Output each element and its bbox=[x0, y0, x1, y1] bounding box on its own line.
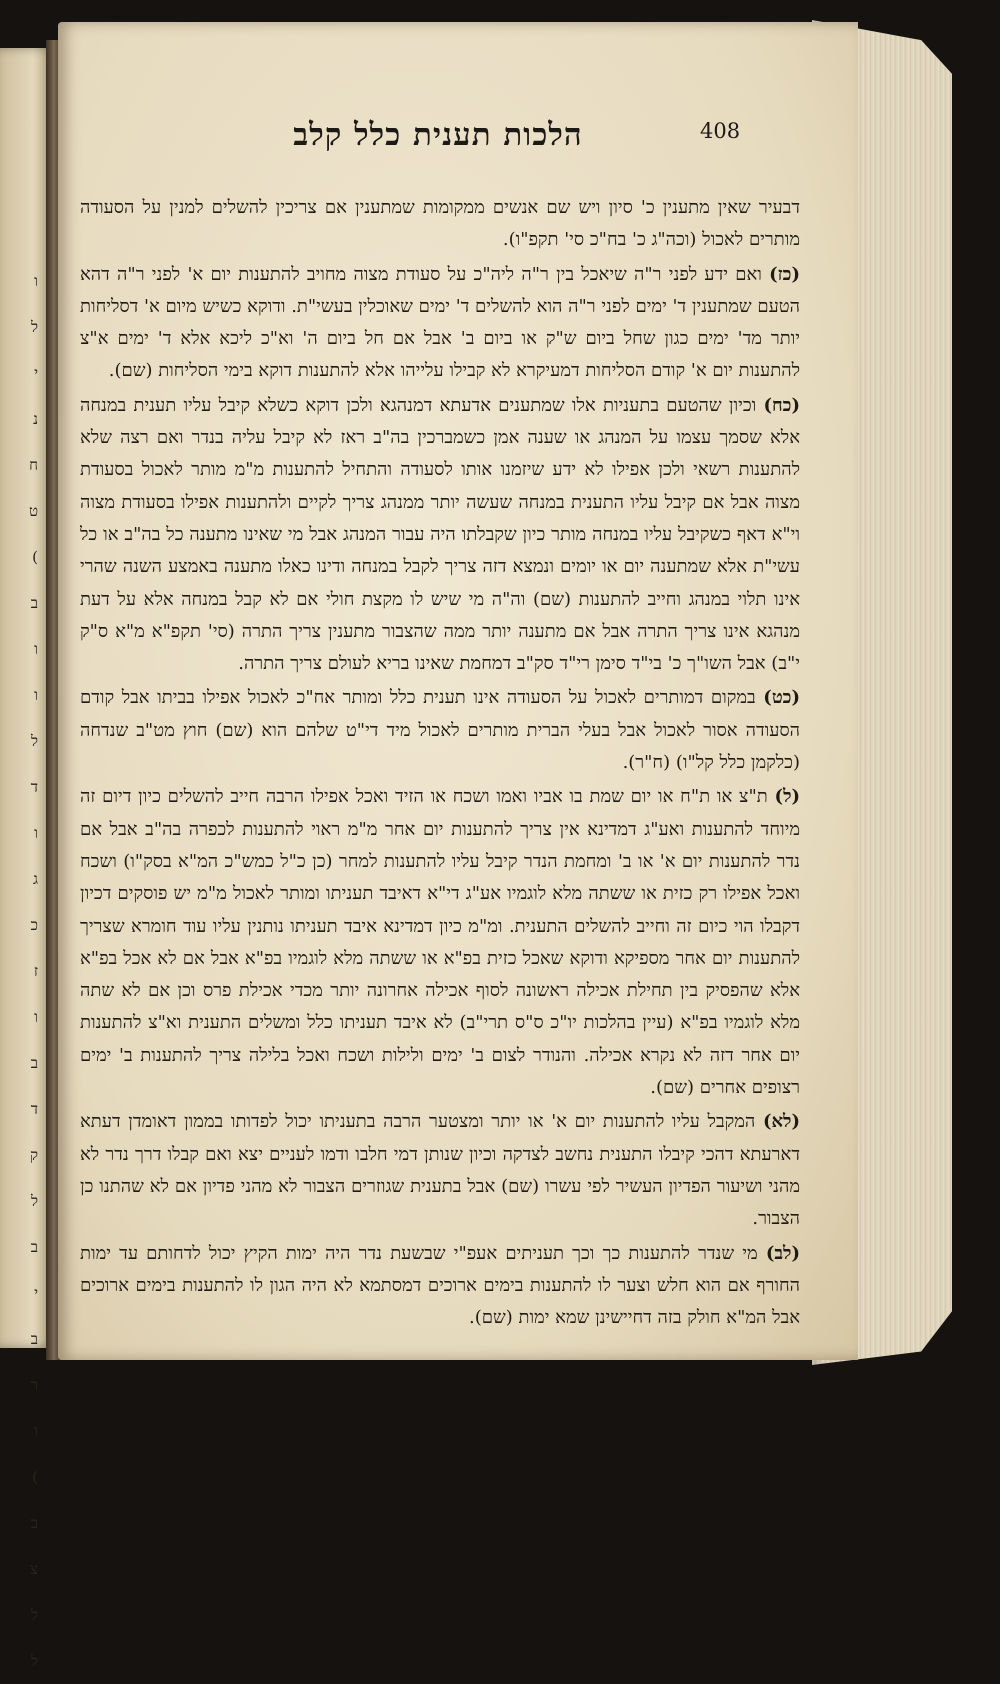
left-page-fragment: ז bbox=[33, 962, 38, 980]
paragraph bbox=[80, 781, 800, 1104]
left-page-fragment: ד bbox=[30, 1100, 38, 1118]
section-number: (לא) bbox=[762, 1111, 800, 1133]
section-number: (לב) bbox=[765, 1242, 800, 1264]
paragraph bbox=[80, 682, 800, 779]
text-body bbox=[80, 192, 800, 1334]
left-page-fragment: י bbox=[34, 1284, 38, 1302]
left-page-fragment: ח bbox=[29, 456, 38, 474]
section-number: (כז) bbox=[769, 263, 800, 285]
paragraph-text: במקום דמותרים לאכול על הסעודה אינו תענית כלל ומותר אח"כ לאכול אפילו בביתו אבל קודם הסעודה אסור לאכול אבל בעלי הברית מותרים לאכול מיד די"ט שלהם הוא (שם) חוץ מט"ב שנדחה (כלקמן כלל קל"ו) (ח"ר). bbox=[80, 687, 800, 774]
section-number: (כח) bbox=[763, 394, 800, 416]
left-page-fragment: ב bbox=[30, 1330, 38, 1348]
left-page-fragment: ו bbox=[34, 640, 38, 658]
paragraph bbox=[80, 1238, 800, 1335]
left-page-fragment: ל bbox=[30, 318, 38, 336]
page-number: 408 bbox=[700, 119, 741, 143]
left-page-fragment: נ bbox=[33, 410, 38, 428]
running-title: הלכות תענית כלל קלב bbox=[293, 117, 583, 153]
left-page-fragment: ( bbox=[32, 548, 38, 566]
paragraph-text: וכיון שהטעם בתעניות אלו שמתענים אדעתא דמנהגא ולכן דוקא כשלא קיבל עליו תענית במנחה אלא שסמך עצמו על המנהג או שענה אמן כשמברכין בה"ב ראז לא קיבל עליה בנדר ואם רצה שלא להתענות רשאי ולכן אפילו לא ידע שיזמנו אותו לסעודה והתחיל להתענות מ"מ מותר לאכול בסעודת מצוה אבל אם קיבל עליו התענית במנחה שעשה יותר ממנהג צריך לקיים ולהתענות אפילו בסעודת מצוה וי"א דאף כשקיבל עליו במנחה מותר כיון שקבלתו היה עבור המנהג אבל מי שאינו מתענה כל בה"ב או כל עשי"ת אלא שמתענה יום או יומים ונמצא דזה צריך לקבל במנחה ודינו כאלו מתענה באמצע השנה שהרי אינו תלוי במנהג וחייב להתענות (שם) וה"ה מי שיש לו מקצת חולי אם לא קבל במנחה אלא על דעת מנהגא אינו צריך התרה אבל אם מתענה יותר ממה שהצבור מתענין צריך התרה (סי' תקפ"א מ"א ס"ק י"ב) אבל השו"ך כ' בי"ד סימן רי"ד סק"ב דמחמת שאינו בריא לעולם צריך התרה. bbox=[80, 394, 800, 675]
left-page-fragment: ו bbox=[34, 686, 38, 704]
paragraph-text: דבעיר שאין מתענין כ' סיון ויש שם אנשים ממקומות שמתענין אם צריכין להשלים למנין על הסעודה מותרים לאכול (וכה"ג כ' בח"כ סי' תקפ"ו). bbox=[80, 197, 800, 251]
page-header bbox=[58, 117, 858, 177]
left-page-fragment: ו bbox=[34, 1008, 38, 1026]
paragraph bbox=[80, 1106, 800, 1235]
left-page-fragment: ל bbox=[30, 732, 38, 750]
left-page-text-fragments bbox=[26, 258, 38, 1684]
left-page-fragment: ל bbox=[30, 1606, 38, 1624]
section-number: (כט) bbox=[763, 687, 800, 709]
paragraph-text: ואם ידע לפני ר"ה שיאכל בין ר"ה ליה"כ על סעודת מצוה מחויב להתענות יום א' לפני ר"ה דהא הטעם שמתענין ד' ימים לפני ר"ה הוא להשלים ד' ימים שאוכלין בעשי"ת. ודוקא כשיש מיום א' דסליחות יותר מד' ימים כגון שחל ביום ש"ק או ביום ב' אבל אם חל ביום ה' וא"כ ליכא אלא ד' ימים א"צ להתענות יום א' קודם הסליחות דמעיקרא לא קבילו עלייהו אלא להתענות דוקא בימי הסליחות (שם). bbox=[80, 263, 800, 382]
left-page-fragment: ג bbox=[33, 870, 38, 888]
left-page-fragment: ד bbox=[30, 778, 38, 796]
left-page-fragment: כ bbox=[30, 916, 38, 934]
left-page-fragment: י bbox=[34, 364, 38, 382]
section-number: (ל) bbox=[774, 786, 800, 808]
paragraph bbox=[80, 259, 800, 388]
left-page-fragment: ב bbox=[30, 1514, 38, 1532]
left-page-fragment: ט bbox=[28, 502, 38, 520]
paragraph bbox=[80, 192, 800, 257]
left-page-fragment: ל bbox=[30, 1192, 38, 1210]
left-page-fragment: ר bbox=[30, 1376, 38, 1394]
left-page-fragment: ו bbox=[34, 272, 38, 290]
left-page-fragment: צ bbox=[30, 1560, 38, 1578]
paragraph bbox=[80, 390, 800, 681]
left-page-fragment: ו bbox=[34, 1422, 38, 1440]
left-page-fragment: ב bbox=[30, 1238, 38, 1256]
left-page-fragment: ב bbox=[30, 594, 38, 612]
paragraph-text: מי שנדר להתענות כך וכך תעניתים אעפ"י שבשעת נדר היה ימות הקיץ יכול לדחותם עד ימות החורף אם הוא חלש וצער לו להתענות בימים ארוכים דמסתמא לא היה הגון לו להתענות בימים ארוכים אבל המ"א חולק בזה דחיישינן שמא ימות (שם). bbox=[80, 1242, 800, 1329]
left-page-fragment: ל bbox=[30, 1652, 38, 1670]
paragraph-text: המקבל עליו להתענות יום א' או יותר ומצטער הרבה בתעניתו יכול לפדותו בממון דאומדן דעתא דארעתא דהכי קיבלו התענית נחשב לצדקה וכיון שנותן דמי חלבו ודמו לעניים יצא ואם קבלו דרך נדר לא מהני ושיעור הפדיון העשיר לפי עשרו (שם) אבל בתענית שגוזרים הצבור לא מהני פדיון אם לא שהתנו כן הצבור. bbox=[80, 1111, 800, 1230]
left-page-fragment: ק bbox=[29, 1146, 38, 1164]
left-page-fragment: ( bbox=[32, 1468, 38, 1486]
left-page-fragment: ב bbox=[30, 1054, 38, 1072]
left-page-fragment: ו bbox=[34, 824, 38, 842]
paragraph-text: ת"צ או ת"ח או יום שמת בו אביו ואמו ושכח או הזיד ואכל אפילו הרבה חייב להשלים כיון דיום זה מיוחד להתענות ואע"ג דמדינא אין צריך להתענות יום אחר מ"מ ראוי להתענות לכפרה בה"ב אבל אם נדר להתענות יום א' או ב' ומחמת הנדר קיבל עליו להתענות למחר (כן כ"ל כמש"כ המ"א בסק"ו) ושכח ואכל אפילו רק כזית או ששתה מלא לוגמיו אע"ג די"א דאיבד תעניתו ומותר לאכול מ"מ יש פוסקים דכיון דקבלו הוי כיום זה וחייב להשלים התענית. ומ"מ כיון דמדינא איבד תעניתו נותנין עליו עוד חומרא שצריך להתענות יום אחר מספיקא ודוקא שאכל כזית בפ"א או ששתה מלא לוגמיו בפ"א אבל אם לא אכל בפ"א אלא שהפסיק בין תחילת אכילה ראשונה לסוף אכילה אחרונה יותר מכדי אכילת פרס וכן אם לא שתה מלא לוגמיו בפ"א (עיין בהלכות יו"כ ס"ס תרי"ב) לא איבד תעניתו כלל ומשלים התענית וא"צ להתענות יום אחר דזה לא נקרא אכילה. והנודר לצום ב' ימים ולילות ושכח ואכל בלילה צריך להתענות ב' ימים רצופים אחרים (שם). bbox=[80, 786, 800, 1099]
right-page bbox=[58, 22, 858, 1360]
